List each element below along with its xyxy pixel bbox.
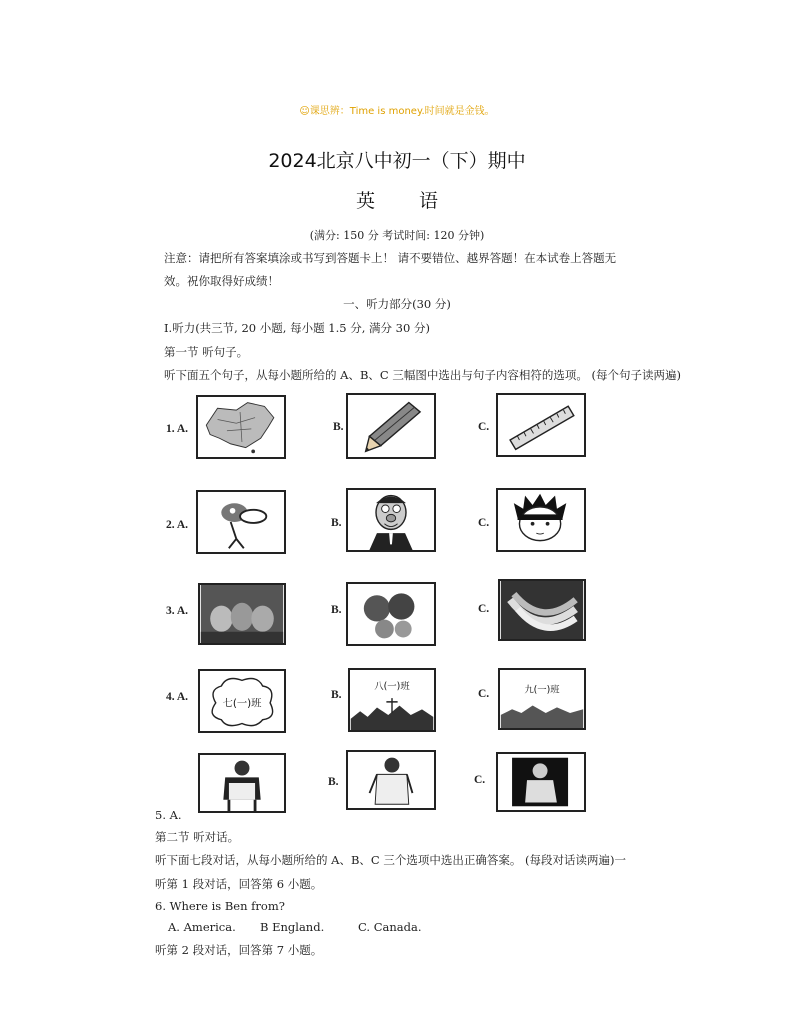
- q2-label-c: C.: [478, 517, 490, 529]
- notice-line-2: 效。祝你取得好成绩！: [164, 274, 279, 288]
- q2-label-b: B.: [331, 517, 342, 529]
- class-sign-a-text: 七(一)班: [222, 697, 262, 710]
- person-photo-icon: [496, 752, 586, 812]
- section-i-title: I.听力(共三节, 20 小题, 每小题 1.5 分, 满分 30 分): [164, 321, 430, 335]
- person-photo-icon: [346, 750, 436, 810]
- q6-option-b: B England.: [260, 920, 325, 934]
- bananas-photo-icon: [498, 579, 586, 641]
- q4-label-a: 4. A.: [166, 691, 189, 703]
- person-photo-icon: [198, 753, 286, 813]
- pears-photo-icon: [198, 583, 286, 645]
- subject-char-2: 语: [419, 190, 439, 212]
- q6-option-a: A. America.: [168, 920, 236, 934]
- section1-instruction: 听下面五个句子，从每小题所给的 A、B、C 三幅图中选出与句子内容相符的选项。 (每个句子读两遍): [164, 368, 681, 382]
- class-sign-c-text: 九(一)班: [524, 684, 560, 696]
- exam-title: 2024北京八中初一（下）期中: [268, 150, 526, 172]
- q1-label-a: 1. A.: [166, 423, 189, 435]
- q1-label-c: C.: [478, 421, 490, 433]
- dialog2-note: 听第 2 段对话，回答第 7 小题。: [155, 943, 323, 957]
- pencil-icon: [346, 393, 436, 459]
- q4-label-b: B.: [331, 689, 342, 701]
- oranges-photo-icon: [346, 582, 436, 646]
- class-banner-icon: [348, 668, 436, 732]
- q5-label-a: 5. A.: [155, 808, 182, 822]
- q3-label-b: B.: [331, 604, 342, 616]
- class-banner-icon: [498, 668, 586, 730]
- section1-title: 第一节 听句子。: [164, 345, 249, 359]
- dialog1-note: 听第 1 段对话，回答第 6 小题。: [155, 877, 323, 891]
- q2-label-a: 2. A.: [166, 519, 189, 531]
- q5-label-b: B.: [328, 776, 339, 788]
- q4-label-c: C.: [478, 688, 490, 700]
- q1-label-b: B.: [333, 421, 344, 433]
- cartoon-boy-icon: [496, 488, 586, 552]
- score-info: (满分: 150 分 考试时间: 120 分钟): [309, 229, 485, 242]
- subject-title: [0, 186, 794, 213]
- class-sign-b-text: 八(一)班: [374, 680, 410, 692]
- part-title: 一、听力部分(30 分): [343, 297, 451, 311]
- section2-instruction: 听下面七段对话，从每小题所给的 A、B、C 三个选项中选出正确答案。 (每段对话读两遍)一: [155, 853, 626, 867]
- q6-option-c: C. Canada.: [358, 920, 422, 934]
- cartoon-big-nose-icon: [196, 490, 286, 554]
- subject-char-1: 英: [355, 190, 375, 212]
- q5-label-c: C.: [474, 774, 486, 786]
- man-with-big-nose-icon: [346, 488, 436, 552]
- q6-question: 6. Where is Ben from?: [155, 899, 285, 913]
- q3-label-a: 3. A.: [166, 605, 189, 617]
- china-map-icon: [196, 395, 286, 459]
- class-sign-cloud-icon: [198, 669, 286, 733]
- ruler-icon: [496, 393, 586, 457]
- section2-title: 第二节 听对话。: [155, 830, 240, 844]
- q3-label-c: C.: [478, 603, 490, 615]
- notice-line-1: 注意：请把所有答案填涂或书写到答题卡上！ 请不要错位、越界答题！在本试卷上答题无: [164, 251, 617, 265]
- header-note: ☺课思辨：Time is money.时间就是金钱。: [299, 106, 495, 117]
